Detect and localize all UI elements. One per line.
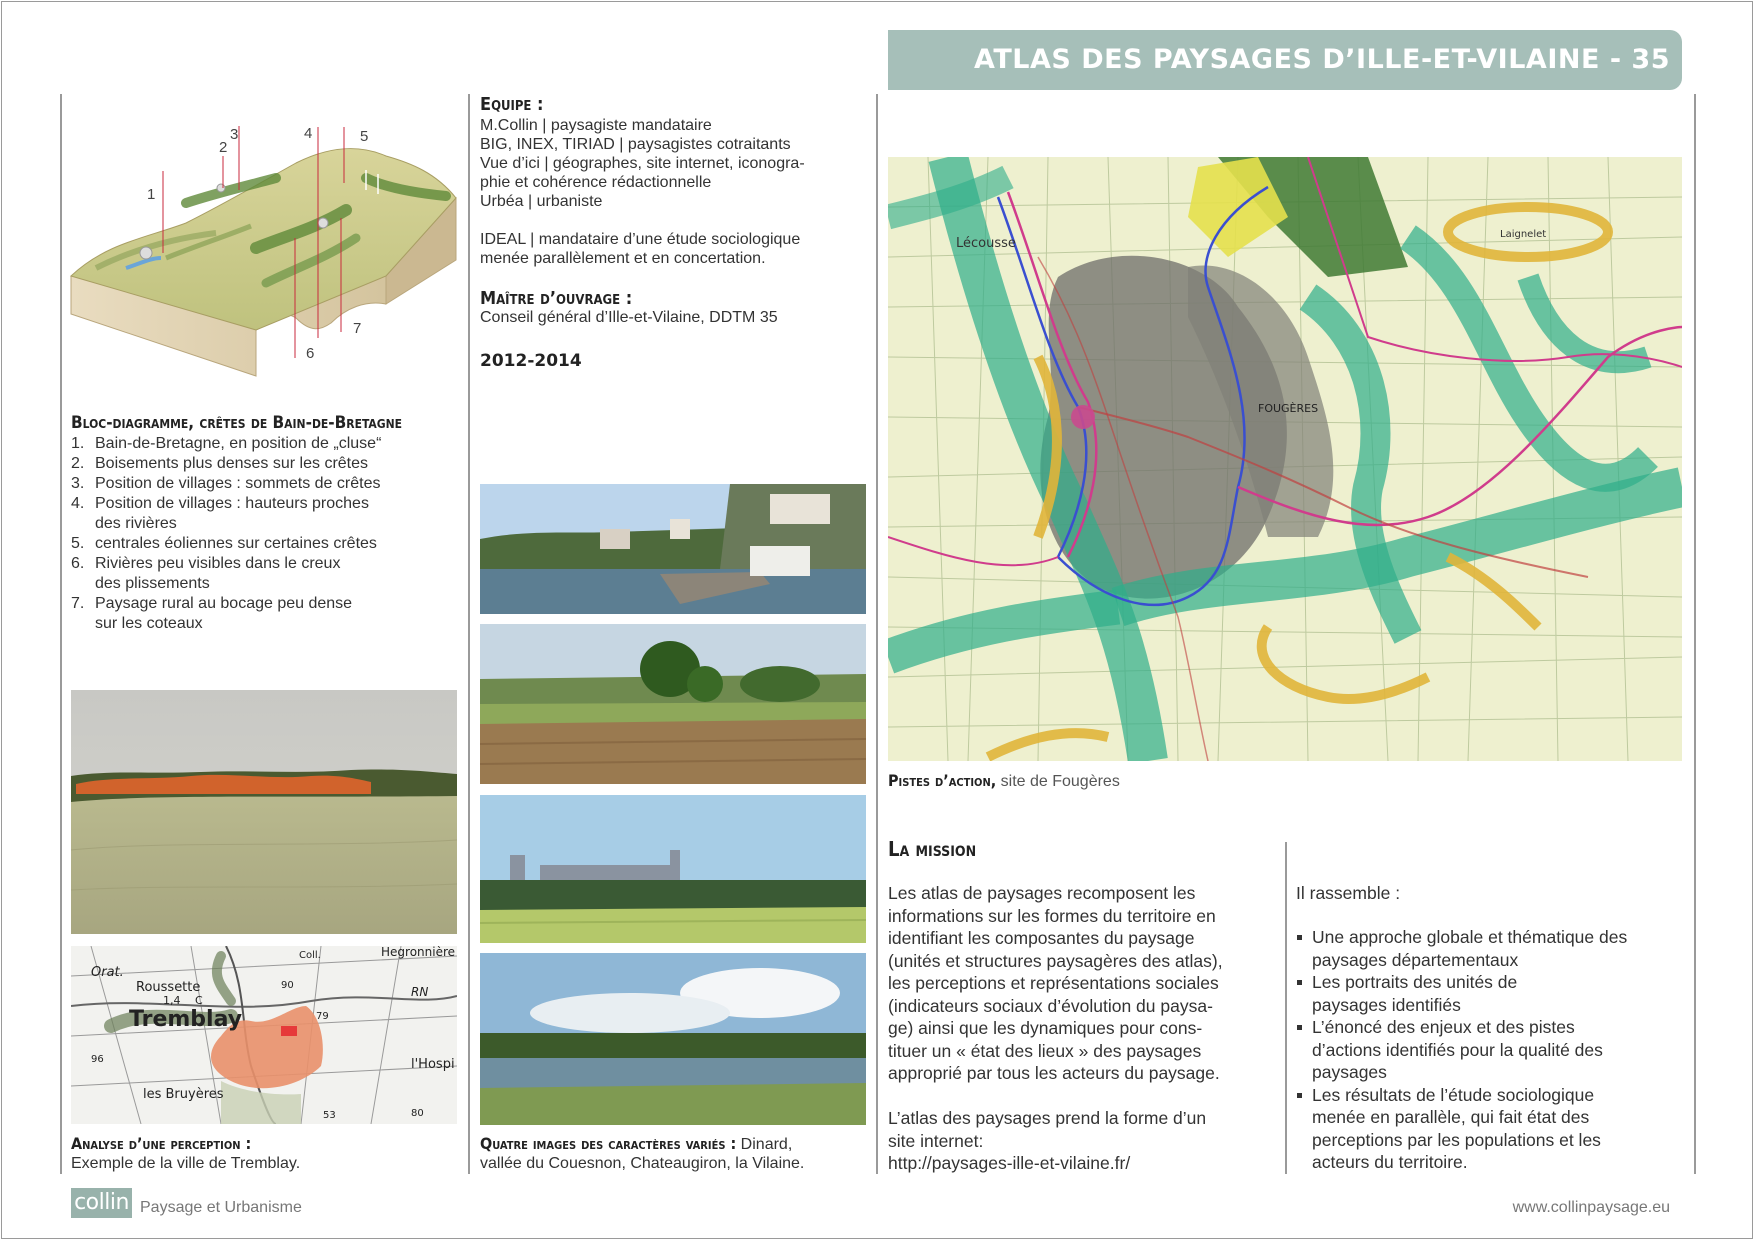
rassemble-intro: Il rassemble : <box>1296 883 1401 903</box>
quatre-images-caption-text: Dinard, <box>736 1136 793 1153</box>
map-label: les Bruyères <box>143 1087 224 1102</box>
list-item: Une approche globale et thématique des paysages départementaux <box>1296 926 1682 971</box>
analyse-caption-title: Analyse d’une perception : <box>71 1134 252 1153</box>
footer-brand: Paysage et Urbanisme <box>140 1199 302 1216</box>
list-item: 4. Position de villages : hauteurs proches des rivières <box>71 495 369 532</box>
equipe-line <box>480 211 870 230</box>
map-label: 53 <box>323 1110 336 1121</box>
footer-url[interactable]: www.collinpaysage.eu <box>1512 1199 1670 1216</box>
list-item: 6. Rivières peu visibles dans le creux des plissements <box>71 555 341 592</box>
header-band <box>888 30 1682 90</box>
equipe-line: M.Collin | paysagiste mandataire <box>480 117 712 134</box>
analyse-caption-text: Exemple de la ville de Tremblay. <box>71 1155 301 1172</box>
map-label: 79 <box>316 1011 329 1022</box>
map-label: Lécousse <box>956 236 1016 251</box>
photo-couesnon <box>480 624 866 784</box>
map-label: 90 <box>281 980 294 991</box>
equipe-line: IDEAL | mandataire d’une étude sociologique <box>480 231 801 248</box>
column-divider <box>1285 842 1287 1174</box>
list-item: 7. Paysage rural au bocage peu dense sur les coteaux <box>71 595 353 632</box>
header-title: ATLAS DES PAYSAGES D’ILLE-ET-VILAINE - 35 <box>974 44 1670 75</box>
map-label: Laignelet <box>1500 229 1547 240</box>
diagram-label: 6 <box>306 345 315 362</box>
map-label: RN <box>411 985 429 999</box>
map-label: Tremblay <box>129 1007 243 1032</box>
equipe-block <box>480 94 870 268</box>
equipe-line: BIG, INEX, TIRIAD | paysagistes cotraitants <box>480 136 791 153</box>
collin-logo: collin <box>71 1188 132 1218</box>
bloc-diagramme-illustration <box>66 118 466 378</box>
equipe-line: phie et cohérence rédactionnelle <box>480 174 712 191</box>
photo-vilaine <box>480 953 866 1125</box>
quatre-images-caption <box>480 1134 880 1173</box>
tremblay-analysis-map <box>71 946 457 1124</box>
map-caption-text: site de Fougères <box>996 773 1120 790</box>
bloc-diagramme-list <box>71 434 471 634</box>
rassemble-list <box>1296 926 1682 1174</box>
column-divider <box>1694 94 1696 1174</box>
equipe-line: menée parallèlement et en concertation. <box>480 250 766 267</box>
map-label: 80 <box>411 1108 424 1119</box>
map-label: l'Hospi <box>411 1057 455 1072</box>
map-label: Hegronnière <box>381 946 456 959</box>
map-label: 96 <box>91 1054 104 1065</box>
mission-paragraph: Les atlas de paysages recomposent les informations sur les formes du territoire en identifiant les composantes du paysage (unités et structures paysagères des atlas), les perceptions et représentations sociales (indicateurs sociaux d’évolution du paysa- ge) ainsi que les dynamiques pour cons- tituer un « état des lieux » des paysages approprié par tous les acteurs du paysage. L’atlas des paysages prend la forme d’un site internet: http://paysages-ille-et-vilaine.fr/ <box>888 882 1273 1175</box>
map-label: Roussette <box>136 980 201 995</box>
quatre-images-caption-text: vallée du Couesnon, Chateaugiron, la Vilaine. <box>480 1155 805 1172</box>
diagram-label: 7 <box>353 320 362 337</box>
list-item: Les portraits des unités de paysages identifiés <box>1296 971 1682 1016</box>
project-years: 2012-2014 <box>480 351 582 371</box>
maitre-ouvrage-text: Conseil général d’Ille-et-Vilaine, DDTM 35 <box>480 309 778 326</box>
diagram-label: 4 <box>304 125 313 142</box>
photo-chateaugiron <box>480 795 866 943</box>
diagram-label: 3 <box>230 126 239 143</box>
diagram-label: 2 <box>219 139 228 156</box>
column-divider <box>876 94 878 1174</box>
map-label: Coll. <box>299 950 321 961</box>
map-label: Orat. <box>91 965 124 980</box>
list-item: 2. Boisements plus denses sur les crêtes <box>71 455 369 472</box>
bloc-diagramme-title: Bloc-diagramme, crêtes de Bain-de-Bretagne <box>71 413 403 433</box>
maitre-ouvrage-title: Maître d’ouvrage : <box>480 288 633 309</box>
map-label: 1,4 <box>163 994 181 1007</box>
equipe-line: Vue d’ici | géographes, site internet, iconogra- <box>480 155 805 172</box>
map-caption <box>888 771 1120 791</box>
fougeres-action-map <box>888 157 1682 761</box>
website-link[interactable]: http://paysages-ille-et-vilaine.fr/ <box>888 1153 1131 1173</box>
list-item: 3. Position de villages : sommets de crêtes <box>71 475 381 492</box>
list-item: 1. Bain-de-Bretagne, en position de „cluse“ <box>71 435 382 452</box>
quatre-images-caption-title: Quatre images des caractères variés : <box>480 1134 737 1153</box>
list-item: 5. centrales éoliennes sur certaines crêtes <box>71 535 377 552</box>
equipe-line: Urbéa | urbaniste <box>480 193 603 210</box>
equipe-title: Equipe : <box>480 94 544 115</box>
mission-title: La mission <box>888 837 977 861</box>
diagram-label: 1 <box>147 186 156 203</box>
map-label: C <box>195 994 203 1007</box>
diagram-label: 5 <box>360 128 369 145</box>
tremblay-perception-photo <box>71 690 457 934</box>
map-caption-title: Pistes d’action, <box>888 771 997 790</box>
map-label: FOUGÈRES <box>1258 402 1319 415</box>
column-divider <box>468 94 470 1174</box>
photo-dinard <box>480 484 866 614</box>
list-item: Les résultats de l’étude sociologique menée en parallèle, qui fait état des perceptions par les populations et les acteurs du territoire. <box>1296 1084 1682 1174</box>
list-item: L’énoncé des enjeux et des pistes d’actions identifiés pour la qualité des paysages <box>1296 1016 1682 1084</box>
column-divider <box>60 94 62 1174</box>
